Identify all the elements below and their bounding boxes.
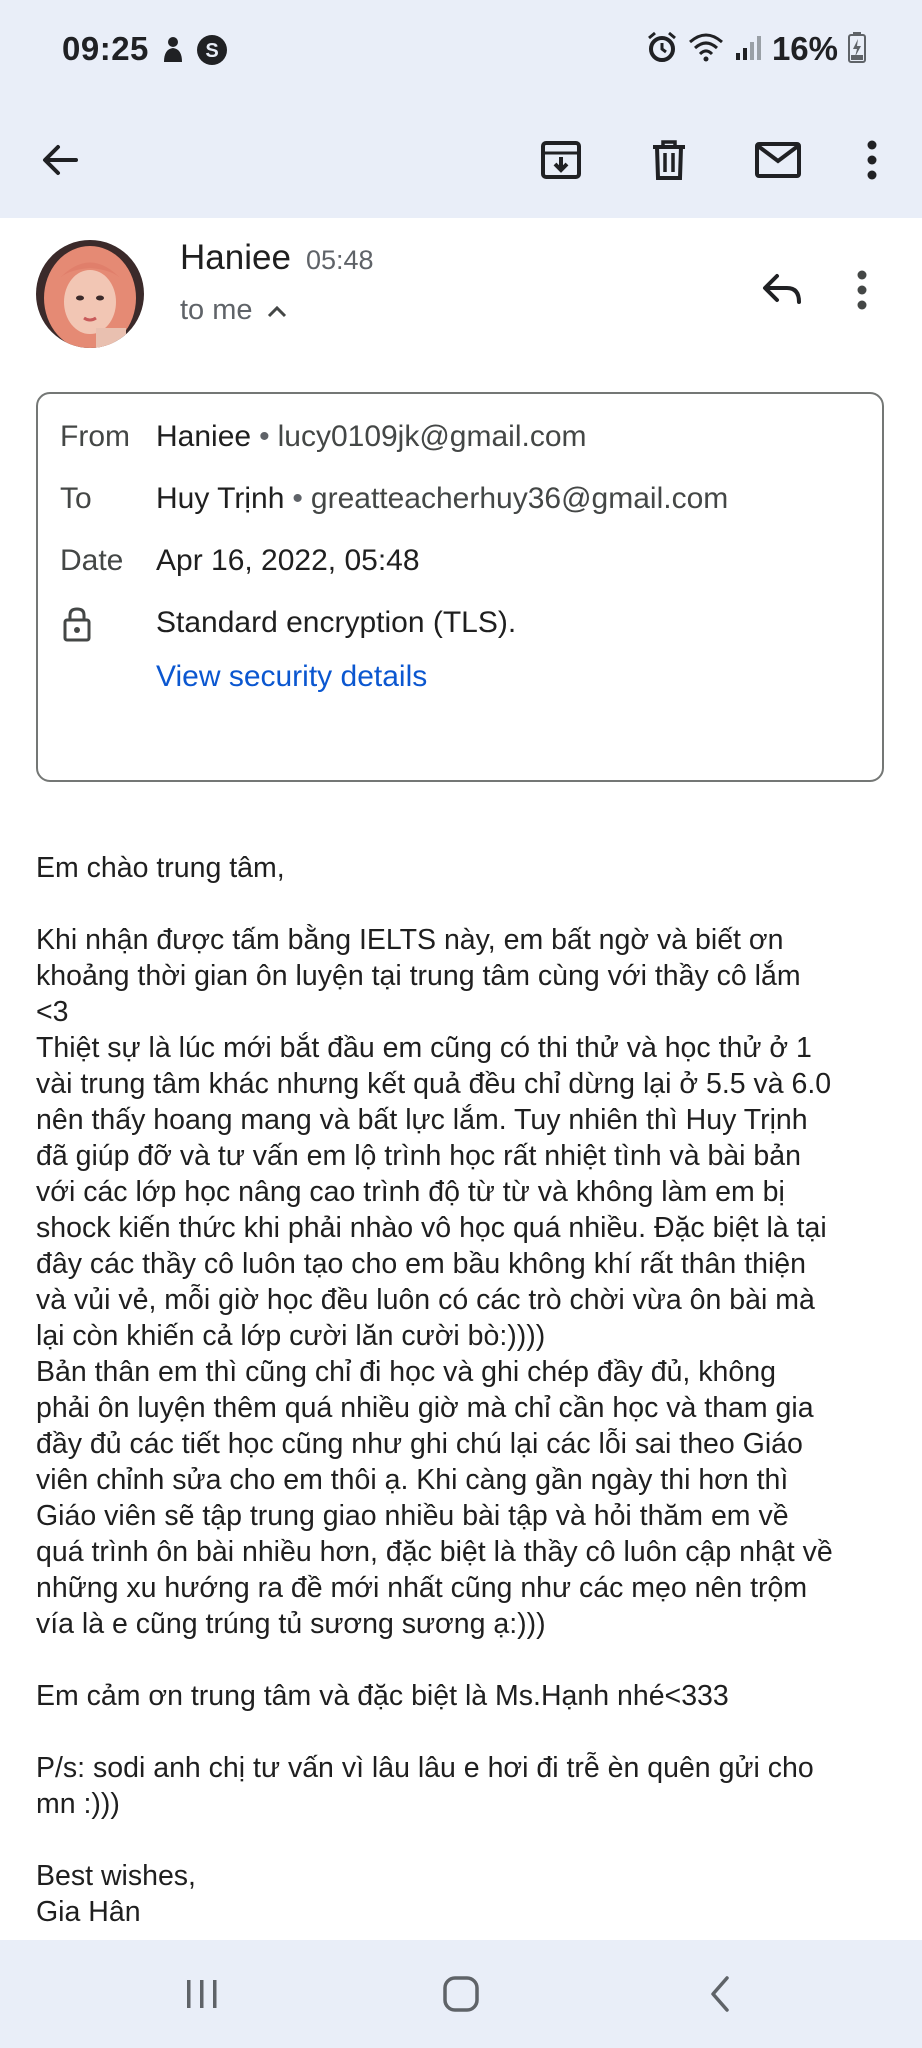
- status-left-icons: [160, 34, 228, 71]
- to-email[interactable]: greatteacherhuy36@gmail.com: [310, 482, 729, 515]
- more-vert-icon: [866, 139, 878, 181]
- home-button[interactable]: [421, 1968, 501, 2020]
- delete-button[interactable]: [633, 124, 705, 196]
- from-email[interactable]: lucy0109jk@gmail.com: [277, 420, 587, 453]
- to-label: To: [60, 482, 92, 515]
- system-nav-bar: [0, 1940, 922, 2048]
- to-name: Huy Trịnh: [156, 482, 285, 515]
- arrow-back-icon: [38, 138, 82, 182]
- top-app-area: [0, 0, 922, 218]
- battery-percent: 16%: [771, 30, 838, 67]
- back-button[interactable]: [24, 124, 96, 196]
- to-me-label: to me: [180, 294, 253, 326]
- from-label: From: [60, 420, 130, 453]
- mark-unread-icon: [754, 140, 802, 180]
- alarm-icon: [646, 31, 678, 68]
- svg-text:S: S: [205, 40, 219, 62]
- sender-avatar[interactable]: [36, 240, 144, 348]
- reply-button[interactable]: [750, 258, 814, 322]
- chevron-up-icon: [267, 304, 287, 318]
- skype-icon: [196, 34, 228, 71]
- body-paragraph-1: Khi nhận được tấm bằng IELTS này, em bất ngờ và biết ơn khoảng thời gian ôn luyện tại trung tâm cùng với thầy cô lắm <3: [36, 924, 801, 1028]
- body-signoff: Best wishes,: [36, 1860, 196, 1892]
- body-thanks: Em cảm ơn trung tâm và đặc biệt là Ms.Hạnh nhé<333: [36, 1680, 729, 1712]
- home-icon: [442, 1975, 480, 2013]
- date-value: Apr 16, 2022, 05:48: [156, 544, 420, 577]
- wifi-icon: [688, 32, 724, 67]
- from-name: Haniee: [156, 420, 252, 453]
- recipients-toggle[interactable]: [180, 294, 287, 327]
- status-bar: [0, 0, 922, 104]
- date-label: Date: [60, 544, 124, 577]
- body-ps: P/s: sodi anh chị tư vấn vì lâu lâu e hơi đi trễ èn quên gửi cho mn :))): [36, 1752, 814, 1820]
- archive-icon: [539, 138, 583, 182]
- back-nav-icon: [708, 1975, 732, 2013]
- more-vert-icon: [856, 269, 868, 311]
- signal-icon: [734, 33, 762, 66]
- message-body: [36, 850, 896, 1930]
- archive-button[interactable]: [525, 124, 597, 196]
- status-time: 09:25: [62, 30, 149, 67]
- recent-apps-icon: [184, 1977, 220, 2011]
- delete-icon: [649, 138, 689, 182]
- reply-icon: [761, 272, 803, 308]
- to-value: [156, 482, 728, 516]
- mark-unread-button[interactable]: [742, 124, 814, 196]
- more-options-button[interactable]: [836, 124, 908, 196]
- message-header: [0, 218, 922, 368]
- encryption-text: Standard encryption (TLS).: [156, 606, 517, 639]
- body-signature: Gia Hân: [36, 1896, 141, 1928]
- lock-icon: [62, 606, 92, 650]
- view-security-details-link[interactable]: View security details: [156, 660, 428, 693]
- body-greeting: Em chào trung tâm,: [36, 852, 285, 884]
- body-paragraph-3: Bản thân em thì cũng chỉ đi học và ghi chép đầy đủ, không phải ôn luyện thêm quá nhiều giờ mà chỉ cần học và tham gia đầy đủ các tiết học cũng như ghi chú lại các lỗi sai theo Giáo viên chỉnh sửa cho em thôi ạ. Khi càng gần ngày thi hơn thì Giáo viên sẽ tập trung giao nhiều bài tập và hỏi thăm em về quá trình ôn bài nhiều hơn, đặc biệt là thầy cô luôn cập nhật về những xu hướng ra đề mới nhất cũng như các mẹo nên trộm vía là e cũng trúng tủ sương sương ạ:))): [36, 1356, 833, 1640]
- recent-apps-button[interactable]: [162, 1968, 242, 2020]
- body-paragraph-2: Thiệt sự là lúc mới bắt đầu em cũng có thi thử và học thử ở 1 vài trung tâm khác nhưng kết quả đều chỉ dừng lại ở 5.5 và 6.0 nên thấy hoang mang và bất lực lắm. Tuy nhiên thì Huy Trịnh đã giúp đỡ và tư vấn em lộ trình học rất nhiệt tình và bài bản với các lớp học nâng cao trình độ từ từ và không làm em bị shock kiến thức khi phải nhào vô học quá nhiều. Đặc biệt là tại đây các thầy cô luôn tạo cho em bầu không khí rất thân thiện và vủi vẻ, mỗi giờ học đều luôn có các trò chời vừa ôn bài mà lại còn khiến cả lớp cười lăn cười bò:)))): [36, 1032, 832, 1352]
- back-nav-button[interactable]: [680, 1968, 760, 2020]
- sender-name[interactable]: Haniee: [180, 238, 291, 277]
- battery-charging-icon: [848, 31, 866, 68]
- message-details-card: [36, 392, 884, 782]
- message-more-button[interactable]: [838, 258, 886, 322]
- from-value: [156, 420, 587, 454]
- email-toolbar: [0, 104, 922, 218]
- notification-icon: [160, 35, 186, 70]
- separator-dot: •: [292, 482, 303, 515]
- status-right: [646, 30, 866, 68]
- message-time: 05:48: [306, 245, 374, 275]
- separator-dot: •: [259, 420, 270, 453]
